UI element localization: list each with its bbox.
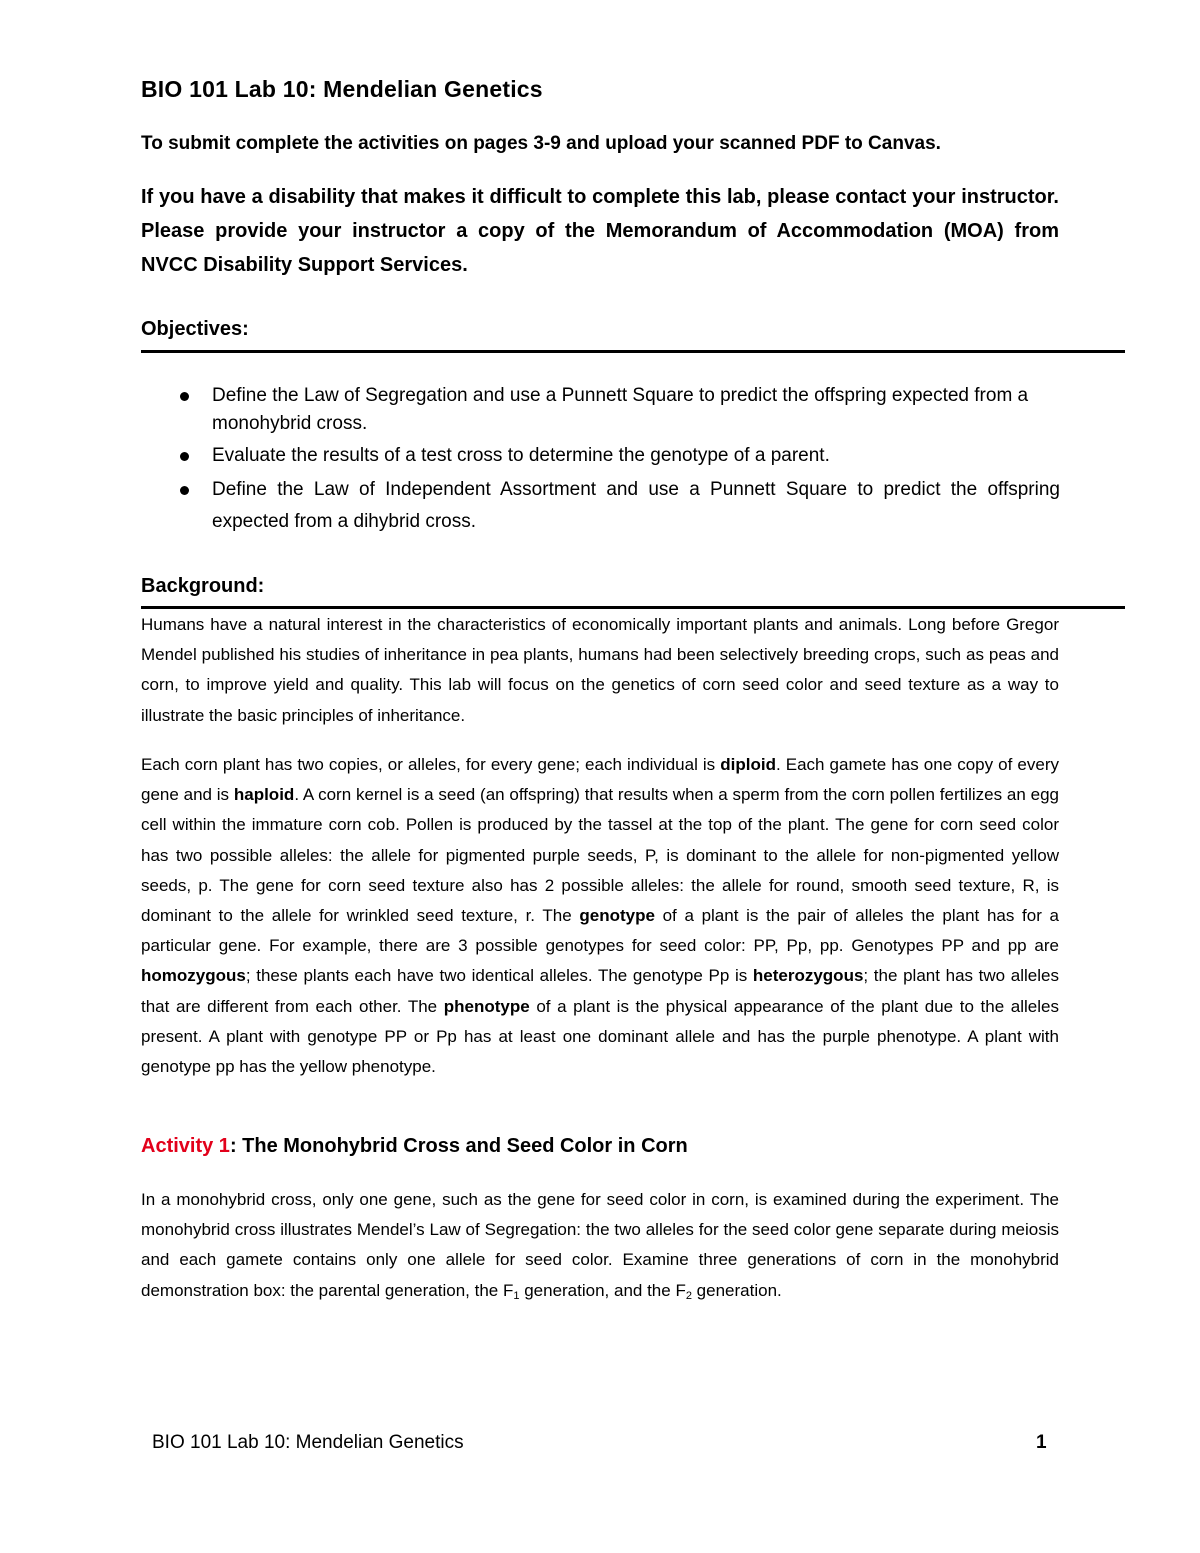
term-genotype: genotype [579, 906, 655, 926]
paragraph-text: ; these plants each have two identical alleles. The genotype Pp is [245, 966, 753, 986]
objective-text: Evaluate the results of a test cross to determine the genotype of a parent. [212, 445, 830, 466]
objectives-heading: Objectives: [141, 318, 249, 340]
objective-text: Define the Law of Independent Assortment and use a Punnett Square to predict the offspring expected from a dihybrid cross. [212, 479, 1060, 532]
subscript: 1 [513, 1289, 520, 1302]
term-phenotype: phenotype [443, 996, 530, 1016]
paragraph-text: ; the plant has two alleles that are different from each other. The [141, 966, 1059, 1016]
objectives-divider [141, 350, 1125, 353]
term-haploid: haploid [233, 785, 295, 805]
document-title: BIO 101 Lab 10: Mendelian Genetics [141, 76, 543, 102]
activity-label: Activity 1 [141, 1135, 230, 1157]
activity-title: : The Monohybrid Cross and Seed Color in Corn [229, 1135, 688, 1157]
disability-notice: If you have a disability that makes it difficult to complete this lab, please contact your instructor. Please provide your instructor a copy of the Memorandum of Accommodation (MOA) from NVCC Disability Support Services. [141, 186, 1059, 276]
objectives-list [175, 382, 1060, 538]
background-divider [141, 606, 1125, 609]
activity-1-paragraph [141, 1185, 1059, 1311]
list-item [175, 442, 1060, 470]
submission-instructions: To submit complete the activities on pages 3-9 and upload your scanned PDF to Canvas. [141, 133, 941, 154]
bullet-icon [180, 392, 189, 401]
paragraph-text: . Each gamete has one copy of every gene and is [141, 755, 1059, 805]
paragraph-text: of a plant is the pair of alleles the plant has for a particular gene. For example, there are 3 possible genotypes for seed color: PP, Pp, pp. Genotypes PP and pp are [141, 906, 1059, 956]
paragraph-text: of a plant is the physical appearance of the plant due to the alleles present. A plant with genotype PP or Pp has at least one dominant allele and has the purple phenotype. A plant with genotype pp has the yellow phenotype. [141, 996, 1059, 1077]
page-number: 1 [1036, 1432, 1047, 1453]
list-item [175, 474, 1060, 538]
paragraph-text: In a monohybrid cross, only one gene, such as the gene for seed color in corn, is examined during the experiment. The monohybrid cross illustrates Mendel’s Law of Segregation: the two alleles for the seed color gene separate during meiosis and each gamete contains only one allele for seed color. Examine three generations of corn in the monohybrid demonstration box: the parental generation, the F [141, 1190, 1059, 1300]
paragraph-text: generation. [691, 1280, 782, 1300]
background-paragraph-2 [141, 750, 1059, 1082]
activity-1-heading [141, 1135, 688, 1158]
term-diploid: diploid [720, 755, 776, 774]
background-paragraph-1: Humans have a natural interest in the characteristics of economically important plants and animals. Long before Gregor Mendel published his studies of inheritance in pea plants, humans had been selectively breeding crops, such as peas and corn, to improve yield and quality. This lab will focus on the genetics of corn seed color and seed texture as a way to illustrate the basic principles of inheritance. [141, 615, 1059, 725]
objective-text: Define the Law of Segregation and use a Punnett Square to predict the offspring expected from a monohybrid cross. [212, 385, 1029, 434]
footer-title: BIO 101 Lab 10: Mendelian Genetics [152, 1432, 464, 1453]
background-heading: Background: [141, 575, 265, 597]
subscript: 2 [685, 1289, 692, 1302]
term-heterozygous: heterozygous [752, 966, 864, 986]
term-homozygous: homozygous [141, 966, 246, 986]
list-item [175, 382, 1060, 438]
paragraph-text: generation, and the F [519, 1280, 686, 1300]
bullet-icon [180, 486, 189, 495]
paragraph-text: Each corn plant has two copies, or alleles, for every gene; each individual is [141, 755, 721, 774]
paragraph-text: . A corn kernel is a seed (an offspring) that results when a sperm from the corn pollen fertilizes an egg cell within the immature corn cob. Pollen is produced by the tassel at the top of the plant. The gene for corn seed color has two possible alleles: the allele for pigmented purple seeds, P, is dominant to the allele for non-pigmented yellow seeds, p. The gene for corn seed texture also has 2 possible alleles: the allele for round, smooth seed texture, R, is dominant to the allele for wrinkled seed texture, r. The [141, 785, 1059, 926]
bullet-icon [180, 452, 189, 461]
